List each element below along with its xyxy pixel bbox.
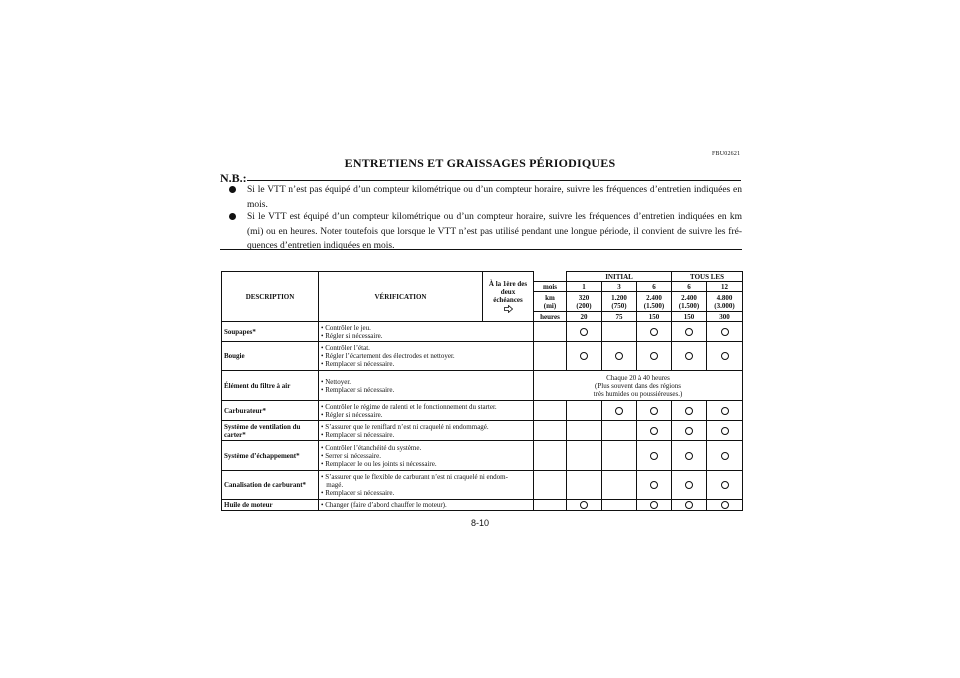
circle-mark-icon (650, 352, 658, 360)
hours-value: 300 (707, 312, 743, 322)
interval-cell (672, 500, 707, 511)
hours-value: 150 (672, 312, 707, 322)
document-code: FBU02621 (712, 151, 741, 157)
spacer-cell (534, 401, 567, 421)
circle-mark-icon (685, 481, 693, 489)
right-arrow-icon (504, 305, 513, 313)
item-description: Carburateur* (222, 401, 319, 421)
hours-value: 20 (567, 312, 602, 322)
header-every: TOUS LES (672, 272, 743, 282)
item-checks (319, 401, 534, 421)
table-row (222, 371, 743, 401)
check-line: • Contrôler l’étanchéité du système. (321, 443, 422, 452)
months-value: 6 (637, 282, 672, 292)
item-checks (319, 342, 534, 371)
item-checks (319, 441, 534, 471)
check-line: • Contrôler le régime de ralenti et le fonctionnement du starter. (321, 402, 497, 411)
interval-cell (707, 322, 743, 342)
item-checks (319, 322, 534, 342)
interval-cell (672, 342, 707, 371)
circle-mark-icon (721, 452, 729, 460)
interval-cell (602, 441, 637, 471)
check-line: • S’assurer que le reniflard n’est ni craquelé ni endommagé. (321, 422, 489, 431)
interval-cell (637, 500, 672, 511)
interval-cell (567, 322, 602, 342)
months-value: 12 (707, 282, 743, 292)
interval-cell (602, 500, 637, 511)
circle-mark-icon (650, 452, 658, 460)
item-description: Huile de moteur (222, 500, 319, 511)
bullet-icon (229, 213, 236, 220)
circle-mark-icon (650, 427, 658, 435)
interval-cell (672, 322, 707, 342)
table-row (222, 500, 743, 511)
unit-km: km (mi) (534, 292, 567, 312)
months-value: 3 (602, 282, 637, 292)
months-value: 1 (567, 282, 602, 292)
check-line: • Contrôler l’état. (321, 344, 370, 352)
check-line: • Régler si nécessaire. (321, 331, 383, 340)
check-line: • Remplacer si nécessaire. (321, 360, 395, 368)
maintenance-table (221, 271, 743, 511)
page-title: ENTRETIENS ET GRAISSAGES PÉRIODIQUES (344, 156, 616, 170)
spacer-cell (534, 322, 567, 342)
note-text: Si le VTT est équipé d’un compteur kilométrique ou d’un compteur horaire, suivre les fréquences d’entretien indiquées en km (mi) ou en heures. Noter toutefois que lorsque le VTT n’est pas utilisé pendant une longue période, il convient de suivre les fré-quences d’entretien indiquées en mois. (247, 212, 742, 251)
interval-cell (637, 471, 672, 500)
interval-cell (707, 471, 743, 500)
table-row (222, 441, 743, 471)
header-first-due: À la 1ère des deux échéances (483, 272, 534, 322)
note-label: N.B.: (220, 171, 247, 185)
circle-mark-icon (650, 328, 658, 336)
km-value: 4.800 (3.000) (707, 292, 743, 312)
hours-value: 150 (637, 312, 672, 322)
item-checks (319, 471, 534, 500)
spacer-cell (534, 421, 567, 441)
check-line: • Changer (faire d’abord chauffer le moteur). (321, 501, 447, 509)
check-line: • Régler si nécessaire. (321, 410, 383, 419)
km-value: 2.400 (1.500) (672, 292, 707, 312)
interval-cell (602, 322, 637, 342)
circle-mark-icon (721, 501, 729, 509)
table-row (222, 471, 743, 500)
circle-mark-icon (685, 328, 693, 336)
header-initial: INITIAL (567, 272, 672, 282)
circle-mark-icon (721, 352, 729, 360)
circle-mark-icon (721, 427, 729, 435)
spacer-cell (534, 441, 567, 471)
circle-mark-icon (685, 452, 693, 460)
note-text: Si le VTT n’est pas équipé d’un compteur kilométrique ou d’un compteur horaire, suivre les fréquences d’entretien indiquées en mois. (247, 185, 742, 210)
check-line: magé. (321, 481, 344, 489)
page-number: 8-10 (470, 518, 489, 528)
circle-mark-icon (685, 352, 693, 360)
note-rule (247, 180, 741, 181)
km-value: 1.200 (750) (602, 292, 637, 312)
circle-mark-icon (685, 407, 693, 415)
circle-mark-icon (721, 481, 729, 489)
interval-cell (707, 342, 743, 371)
spacer-cell (534, 342, 567, 371)
check-line: • Remplacer si nécessaire. (321, 489, 395, 497)
interval-cell (602, 342, 637, 371)
interval-cell (672, 441, 707, 471)
item-description: Élément du filtre à air (222, 371, 319, 401)
interval-cell (637, 322, 672, 342)
check-line: • Remplacer si nécessaire. (321, 430, 395, 439)
interval-cell (602, 401, 637, 421)
km-value: 320 (200) (567, 292, 602, 312)
item-description: Système de ventilation du carter* (222, 421, 319, 441)
bullet-icon (229, 186, 236, 193)
check-line: • Contrôler le jeu. (321, 323, 371, 332)
interval-cell (567, 342, 602, 371)
months-value: 6 (672, 282, 707, 292)
interval-cell (672, 401, 707, 421)
interval-cell (707, 500, 743, 511)
interval-cell (567, 471, 602, 500)
interval-cell (672, 471, 707, 500)
interval-cell (602, 421, 637, 441)
item-checks (319, 421, 534, 441)
hours-value: 75 (602, 312, 637, 322)
circle-mark-icon (580, 328, 588, 336)
header-verification: VÉRIFICATION (319, 272, 483, 322)
circle-mark-icon (580, 352, 588, 360)
interval-cell (637, 421, 672, 441)
km-value: 2.400 (1.500) (637, 292, 672, 312)
interval-cell (707, 441, 743, 471)
unit-hours: heures (534, 312, 567, 322)
section-divider (220, 249, 742, 250)
check-line: • Serrer si nécessaire. (321, 451, 381, 460)
table-row (222, 342, 743, 371)
interval-cell (567, 401, 602, 421)
item-checks (319, 500, 534, 511)
circle-mark-icon (650, 481, 658, 489)
interval-cell (602, 471, 637, 500)
item-description: Canalisation de carburant* (222, 471, 319, 500)
note-item (227, 183, 742, 212)
table-row (222, 322, 743, 342)
check-line: • Remplacer le ou les joints si nécessaire. (321, 459, 437, 468)
interval-note: Chaque 20 à 40 heures (Plus souvent dans des régions très humides ou poussiéreuses.) (534, 371, 743, 401)
interval-cell (637, 401, 672, 421)
item-description: Système d’échappement* (222, 441, 319, 471)
spacer-cell (534, 500, 567, 511)
circle-mark-icon (685, 501, 693, 509)
interval-cell (672, 421, 707, 441)
circle-mark-icon (615, 407, 623, 415)
interval-cell (567, 421, 602, 441)
interval-cell (707, 421, 743, 441)
note-item (227, 210, 742, 254)
item-description: Soupapes* (222, 322, 319, 342)
check-line: • Régler l’écartement des électrodes et nettoyer. (321, 352, 455, 360)
item-description: Bougie (222, 342, 319, 371)
circle-mark-icon (721, 328, 729, 336)
circle-mark-icon (721, 407, 729, 415)
interval-cell (637, 342, 672, 371)
check-line: • Nettoyer. (321, 377, 352, 386)
item-checks (319, 371, 534, 401)
spacer-cell (534, 471, 567, 500)
unit-months: mois (534, 282, 567, 292)
circle-mark-icon (685, 427, 693, 435)
table-row (222, 421, 743, 441)
interval-cell (637, 441, 672, 471)
circle-mark-icon (580, 501, 588, 509)
check-line: • S’assurer que le flexible de carburant n’est ni craquelé ni endom- (321, 473, 508, 481)
header-description: DESCRIPTION (222, 272, 319, 322)
interval-cell (567, 500, 602, 511)
table-row (222, 401, 743, 421)
circle-mark-icon (615, 352, 623, 360)
circle-mark-icon (650, 501, 658, 509)
interval-cell (567, 441, 602, 471)
circle-mark-icon (650, 407, 658, 415)
check-line: • Remplacer si nécessaire. (321, 385, 395, 394)
interval-cell (707, 401, 743, 421)
